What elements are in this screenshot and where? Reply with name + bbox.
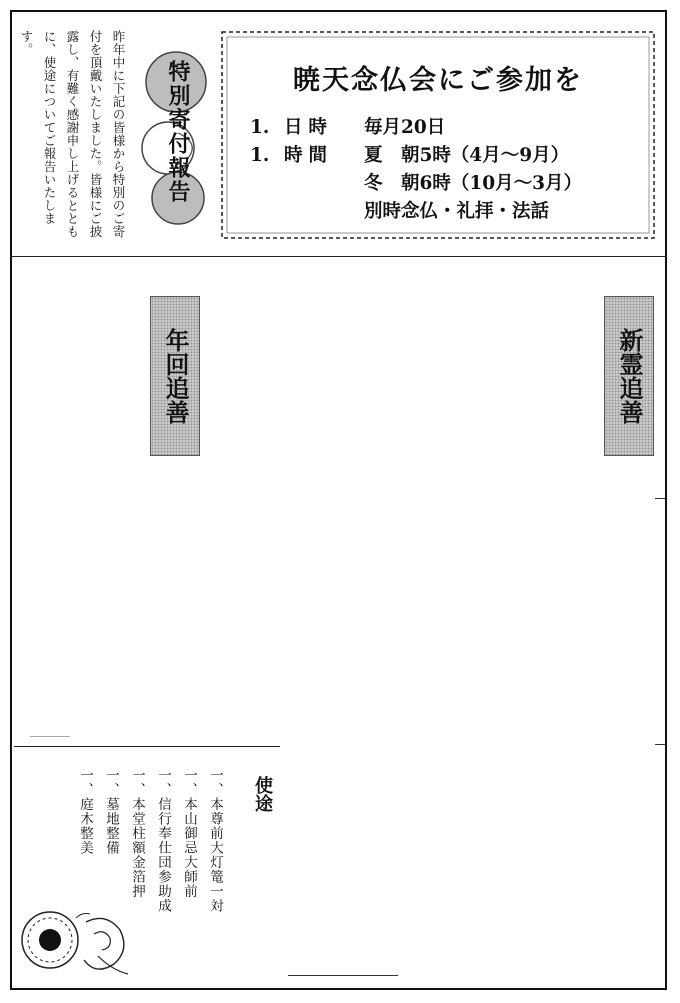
row-value: 夏 朝5時（4月～9月） — [364, 145, 570, 166]
badge-label: 特別寄付報告 — [165, 60, 191, 204]
row-mark: 1. — [250, 117, 270, 138]
notice-box — [218, 28, 658, 242]
edge-mark — [655, 744, 665, 745]
list-item: 一、墓地整備 — [103, 768, 119, 855]
annual-memorial-header — [150, 296, 200, 456]
row-key: 時間 — [284, 145, 334, 166]
special-donation-badge — [138, 48, 218, 228]
section-divider — [10, 256, 667, 257]
intro-text: 昨年中に下記の皆様から特別のご寄付を頂戴いたしました。皆様にご披露し、有難く感謝申し上げるとともに、使途についてご報告いたします。 — [19, 30, 126, 238]
notice-row-date — [250, 114, 582, 142]
list-item: 一、本尊前大灯篭一対 — [207, 768, 223, 913]
new-spirit-memorial-label: 新霊追善 — [615, 328, 644, 424]
bottom-mark — [288, 975, 398, 976]
list-item: 一、本堂柱額金箔押 — [129, 768, 145, 899]
edge-mark — [655, 498, 665, 499]
faint-mark — [30, 736, 70, 737]
usage-rule — [14, 746, 280, 747]
list-item: 一、本山御忌大師前 — [181, 768, 197, 899]
notice-row-time — [250, 142, 582, 170]
annual-memorial-label: 年回追善 — [161, 328, 190, 424]
bell-ornament-icon — [16, 900, 136, 980]
row-value: 毎月20日 — [364, 117, 446, 138]
list-item: 一、庭木整美 — [77, 768, 93, 855]
new-spirit-memorial-header — [604, 296, 654, 456]
row-mark: 1. — [250, 145, 270, 166]
row-key: 日時 — [284, 117, 334, 138]
notice-schedule — [250, 114, 582, 226]
list-item: 一、信行奉仕団参助成 — [155, 768, 171, 913]
usage-heading: 使途 — [252, 776, 273, 812]
notice-program: 別時念仏・礼拝・法話 — [364, 201, 550, 222]
notice-title: 暁天念仏会にご参加を — [293, 65, 583, 96]
notice-winter-time: 冬 朝6時（10月～3月） — [364, 173, 582, 194]
